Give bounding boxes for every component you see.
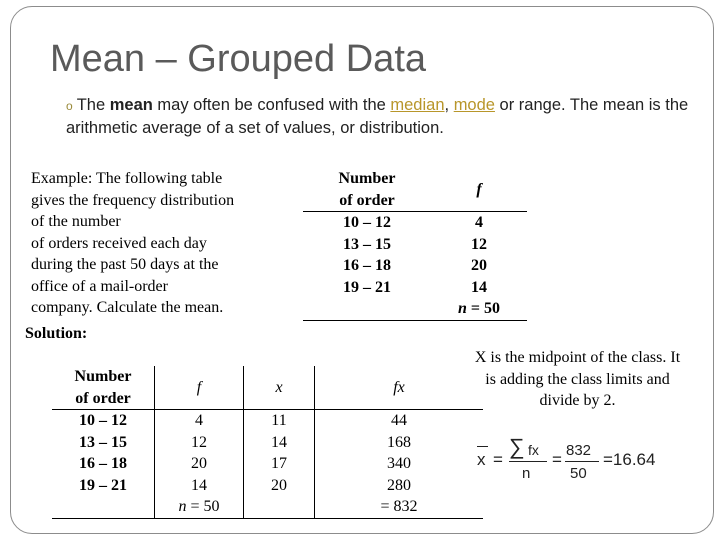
f-column — [155, 410, 244, 519]
header-of-order: of order — [75, 389, 131, 407]
header-of-order: of order — [339, 191, 395, 209]
frequency-table — [303, 168, 527, 321]
formula-numerator: 832 — [566, 442, 592, 459]
range-cell: 19 – 21 — [343, 278, 391, 296]
range-cell: 10 – 12 — [343, 214, 391, 231]
header-f: f — [155, 366, 244, 410]
example-line: gives the frequency distribution — [31, 191, 235, 209]
x-column — [244, 410, 315, 519]
example-line: Example: The following table — [31, 170, 223, 187]
header-number: Number — [338, 170, 396, 187]
example-line: of the number — [31, 213, 121, 230]
f-cell: 20 — [191, 455, 207, 472]
header-fx: fx — [315, 366, 484, 410]
intro-comma: , — [444, 96, 454, 114]
fx-column — [315, 410, 484, 519]
solution-label: Solution: — [25, 325, 88, 342]
header-f: f — [431, 168, 527, 212]
range-column — [303, 212, 431, 321]
solution-table — [52, 366, 483, 519]
intro-paragraph — [66, 94, 696, 139]
example-line: company. Calculate the mean. — [31, 299, 224, 316]
formula-x: x — [477, 450, 486, 469]
n-total: n = 50 — [457, 300, 501, 317]
f-cell: 14 — [191, 476, 207, 494]
header-number-of-order — [303, 168, 431, 212]
f-cell: 12 — [471, 235, 487, 253]
f-cell: 20 — [471, 257, 487, 274]
n-total: n = 50 — [178, 498, 220, 515]
formula-fx: fx — [528, 442, 539, 458]
header-number: Number — [74, 368, 132, 385]
formula-fraction-line — [509, 461, 547, 462]
intro-text-1: The — [76, 96, 110, 114]
f-cell: 14 — [471, 278, 487, 296]
fx-total: = 832 — [380, 498, 418, 515]
intro-text-2: may often be confused with the — [152, 96, 391, 114]
formula-denominator: 50 — [570, 465, 587, 482]
example-line: office of a mail-order — [31, 277, 168, 295]
intro-text-3: or range. The mean is the arithmetic average of a set of values, or distribution. — [66, 96, 689, 137]
example-line: during the past 50 days at the — [31, 256, 219, 273]
midpoint-note: X is the midpoint of the class. It is adding the class limits and divide by 2. — [474, 349, 681, 409]
fx-cell: 44 — [391, 412, 407, 429]
fx-cell: 340 — [387, 455, 411, 472]
range-cell: 10 – 12 — [79, 412, 127, 429]
formula-eq2: = — [552, 450, 562, 469]
formula-result: =16.64 — [603, 450, 656, 469]
example-line: of orders received each day — [31, 234, 207, 252]
formula-eq1: = — [493, 450, 503, 469]
x-cell: 11 — [271, 412, 287, 429]
range-cell: 16 – 18 — [343, 257, 391, 274]
range-cell: 19 – 21 — [79, 476, 127, 494]
fx-cell: 280 — [387, 476, 411, 494]
range-cell: 13 – 15 — [79, 433, 127, 451]
fx-cell: 168 — [387, 433, 411, 451]
x-cell: 14 — [271, 433, 287, 451]
range-cell: 13 – 15 — [343, 235, 391, 253]
slide-title: Mean – Grouped Data — [50, 38, 427, 80]
example-text — [31, 168, 291, 319]
f-cell: 12 — [191, 433, 207, 451]
intro-mean: mean — [109, 96, 153, 114]
x-cell: 17 — [271, 455, 287, 472]
median-link[interactable]: median — [390, 96, 445, 114]
header-number-of-order — [52, 366, 155, 410]
header-x: x — [244, 366, 315, 410]
x-cell: 20 — [271, 476, 287, 494]
bullet-icon: o — [66, 99, 73, 113]
mode-link[interactable]: mode — [453, 96, 495, 114]
range-cell: 16 – 18 — [79, 455, 127, 472]
formula-n: n — [522, 465, 531, 482]
f-cell: 4 — [195, 412, 203, 429]
sigma-icon: ∑ — [509, 434, 525, 459]
mean-formula — [477, 434, 707, 488]
formula-bar — [477, 446, 488, 447]
f-cell: 4 — [475, 214, 483, 231]
f-column — [431, 212, 527, 321]
formula-fraction-line-2 — [565, 461, 599, 462]
range-column — [52, 410, 155, 519]
